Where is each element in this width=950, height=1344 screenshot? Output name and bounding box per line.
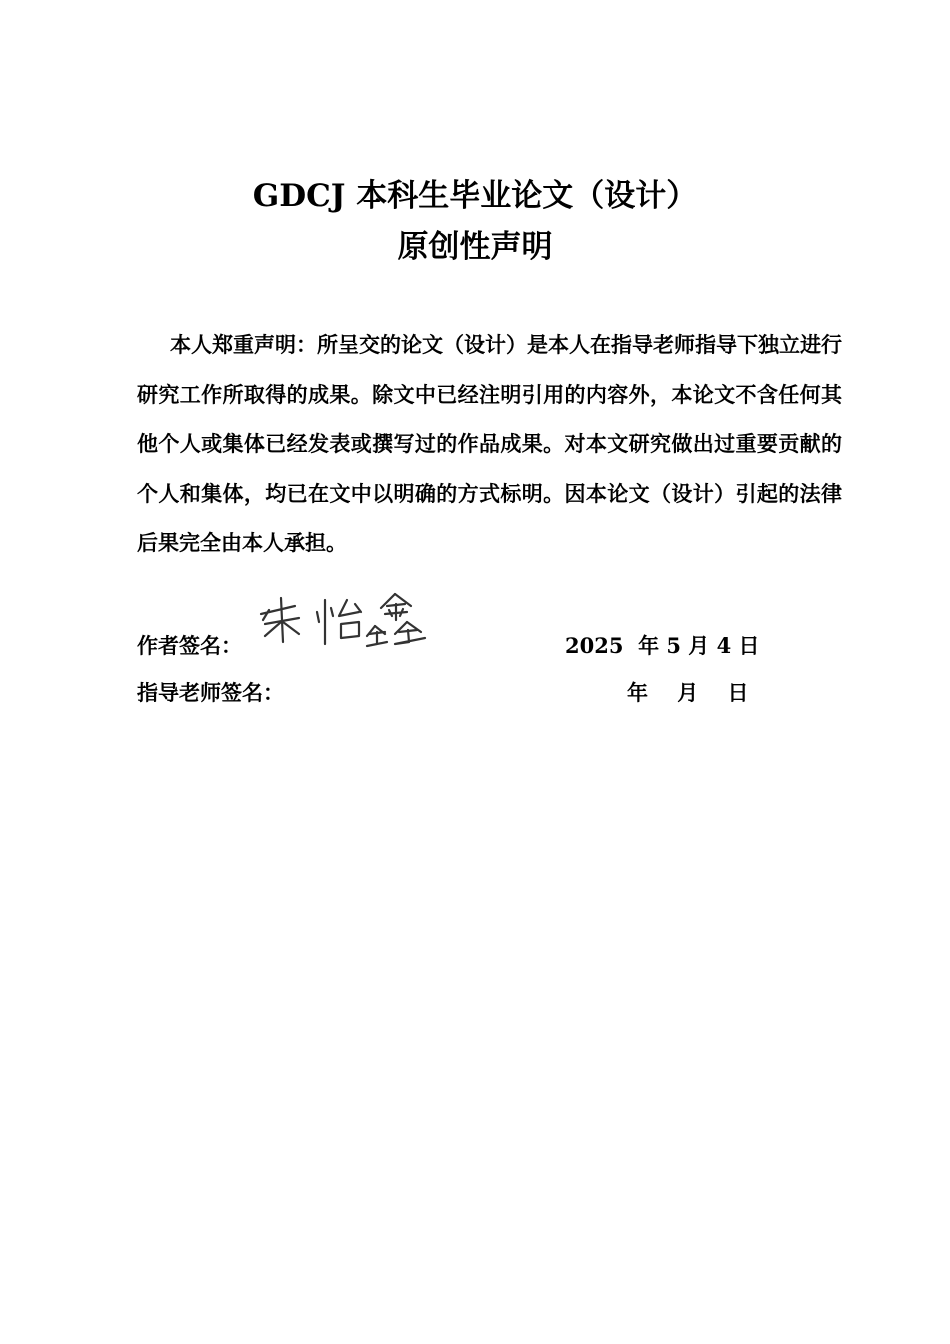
author-signature-date: 2025 年 5 月 4 日	[565, 633, 760, 658]
originality-statement: 本人郑重声明：所呈交的论文（设计）是本人在指导老师指导下独立进行研究工作所取得的成果。除文中已经注明引用的内容外，本论文不含任何其他个人或集体已经发表或撰写过的作品成果。对本文研究做出过重要贡献的个人和集体，均已在文中以明确的方式标明。因本论文（设计）引起的法律后果完全由本人承担。	[137, 332, 842, 555]
author-handwritten-signature	[255, 590, 435, 650]
author-signature-label: 作者签名：	[137, 633, 242, 658]
document-title: GDCJ 本科生毕业论文（设计）	[252, 178, 698, 214]
document-subtitle: 原创性声明	[397, 229, 553, 265]
advisor-signature-label: 指导老师签名：	[137, 680, 284, 705]
advisor-signature-date: 年 月 日	[627, 680, 749, 705]
